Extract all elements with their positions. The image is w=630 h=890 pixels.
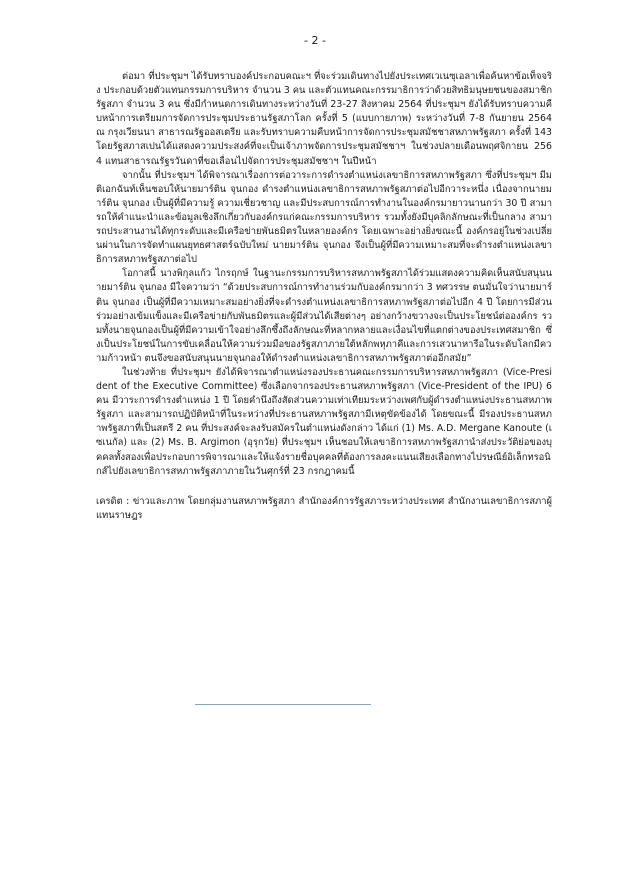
document-body xyxy=(96,70,552,532)
footer-divider xyxy=(195,704,371,705)
credit-line: เครดิต : ข่าวและภาพ โดยกลุ่มงานสหภาพรัฐสภา สำนักองค์การรัฐสภาระหว่างประเทศ สำนักงานเลขาธิการสภาผู้แทนราษฎร xyxy=(96,495,552,521)
paragraph-ipu-fact-finding-mission: ต่อมา ที่ประชุมฯ ได้รับทราบองค์ประกอบคณะฯ ที่จะร่วมเดินทางไปยังประเทศเวเนซุเอลาเพื่อค้นหาข้อเท็จจริง ประกอบด้วยตัวแทนกรรมการบริหาร จำนวน 3 คน และตัวแทนคณะกรรมาธิการว่าด้วยสิทธิมนุษยชนของสมาชิกรัฐสภา จำนวน 3 คน ซึ่งมีกำหนดการเดินทางระหว่างวันที่ 23-27 สิงหาคม 2564 ที่ประชุมฯ ยังได้รับทราบความคืบหน้าการเตรียมการจัดการประชุมประธานรัฐสภาโลก ครั้งที่ 5 (แบบกายภาพ) ระหว่างวันที่ 7-8 กันยายน 2564 ณ กรุงเวียนนา สาธารณรัฐออสเตรีย และรับทราบความคืบหน้าการจัดการประชุมสมัชชาสหภาพรัฐสภา ครั้งที่ 143 โดยรัฐสภาสเปนได้แสดงความประสงค์ที่จะเป็นเจ้าภาพจัดการประชุมสมัชชาฯ ในช่วงปลายเดือนพฤศจิกายน 2564 แทนสาธารณรัฐรวันดาที่ขอเลื่อนไปจัดการประชุมสมัชชาฯ ในปีหน้า xyxy=(96,71,552,167)
paragraph-support-statement: โอกาสนี้ นางพิกุลแก้ว ไกรฤกษ์ ในฐานะกรรมการบริหารสหภาพรัฐสภาได้ร่วมแสดงความคิดเห็นสนับสนุนนายมาร์ติน จุนกอง มีใจความว่า “ด้วยประสบการณ์การทำงานร่วมกับองค์กรมากว่า 3 ทศวรรษ ตนมั่นใจว่านายมาร์ติน จุนกอง เป็นผู้ที่มีความเหมาะสมอย่างยิ่งที่จะดำรงตำแหน่งเลขาธิการสหภาพรัฐสภาต่อไปอีก 4 ปี โดยการมีส่วนร่วมอย่างเข้มแข็งและมีเครือข่ายกับพันธมิตรและผู้มีส่วนได้เสียต่างๆ อย่างกว้างขวางจะเป็นประโยชน์ต่อองค์กร รวมทั้งนายจุนกองเป็นผู้ที่มีความเข้าใจอย่างลึกซึ้งถึงลักษณะที่หลากหลายและเงื่อนไขที่แตกต่างของประเทศสมาชิก ซึ่งเป็นประโยชน์ในการขับเคลื่อนให้ความร่วมมือของรัฐสภาภายใต้หลักพหุภาคีและการเสวนาหารือในระดับโลกมีความก้าวหน้า ตนจึงขอสนับสนุนนายจุนกองให้ดำรงตำแหน่งเลขาธิการสหภาพรัฐสภาต่ออีกสมัย” xyxy=(96,268,552,364)
page-number: - 2 - xyxy=(304,34,326,47)
paragraph-secretary-general-renewal: จากนั้น ที่ประชุมฯ ได้พิจารณาเรื่องการต่อวาระการดำรงตำแหน่งเลขาธิการสหภาพรัฐสภา ซึ่งที่ประชุมฯ มีมติเอกฉันท์เห็นชอบให้นายมาร์ติน จุนกอง ดำรงตำแหน่งเลขาธิการสหภาพรัฐสภาต่อไปอีกวาระหนึ่ง เนื่องจากนายมาร์ติน จุนกอง เป็นผู้ที่มีความรู้ ความเชี่ยวชาญ และมีประสบการณ์การทำงานในองค์กรมายาวนานกว่า 30 ปี สามารถให้คำแนะนำและข้อมูลเชิงลึกเกี่ยวกับองค์กรแก่คณะกรรมการบริหาร รวมทั้งยังมีบุคลิกลักษณะที่เป็นกลาง สามารถประสานงานได้ทุกระดับและมีเครือข่ายพันธมิตรในหลายองค์กร โดยเฉพาะอย่างยิ่งขณะนี้ องค์กรอยู่ในช่วงเปลี่ยนผ่านในการจัดทำแผนยุทธศาสตร์ฉบับใหม่ นายมาร์ติน จุนกอง จึงเป็นผู้ที่มีความเหมาะสมที่จะดำรงตำแหน่งเลขาธิการสหภาพรัฐสภาต่อไป xyxy=(96,169,552,266)
paragraph-vice-president-election: ในช่วงท้าย ที่ประชุมฯ ยังได้พิจารณาตำแหน่งรองประธานคณะกรรมการบริหารสหภาพรัฐสภา (Vice-President of the Executive Committee) ซึ่งเลือกจากรองประธานสหภาพรัฐสภา (Vice-President of the IPU) 6 คน มีวาระการดำรงตำแหน่ง 1 ปี โดยคำนึงถึงสัดส่วนความเท่าเทียมระหว่างเพศกับผู้ดำรงตำแหน่งประธานสหภาพรัฐสภา และสามารถปฏิบัติหน้าที่ในระหว่างที่ประธานสหภาพรัฐสภามีเหตุขัดข้องได้ โดยขณะนี้ มีรองประธานสหภาพรัฐสภาที่เป็นสตรี 2 คน ที่ประสงค์จะลงรับสมัครในตำแหน่งดังกล่าว ได้แก่ (1) Ms. A.D. Mergane Kanoute (เซเนกัล) และ (2) Ms. B. Argimon (อุรุกวัย) ที่ประชุมฯ เห็นชอบให้เลขาธิการสหภาพรัฐสภานำส่งประวัติย่อของบุคคลทั้งสองเพื่อประกอบการพิจารณาและให้แจ้งรายชื่อบุคคลที่ต้องการลงคะแนนเสียงเลือกทางไปรษณีย์อิเล็กทรอนิกส์ไปยังเลขาธิการสหภาพรัฐสภาภายในวันศุกร์ที่ 23 กรกฎาคมนี้ xyxy=(96,366,552,477)
